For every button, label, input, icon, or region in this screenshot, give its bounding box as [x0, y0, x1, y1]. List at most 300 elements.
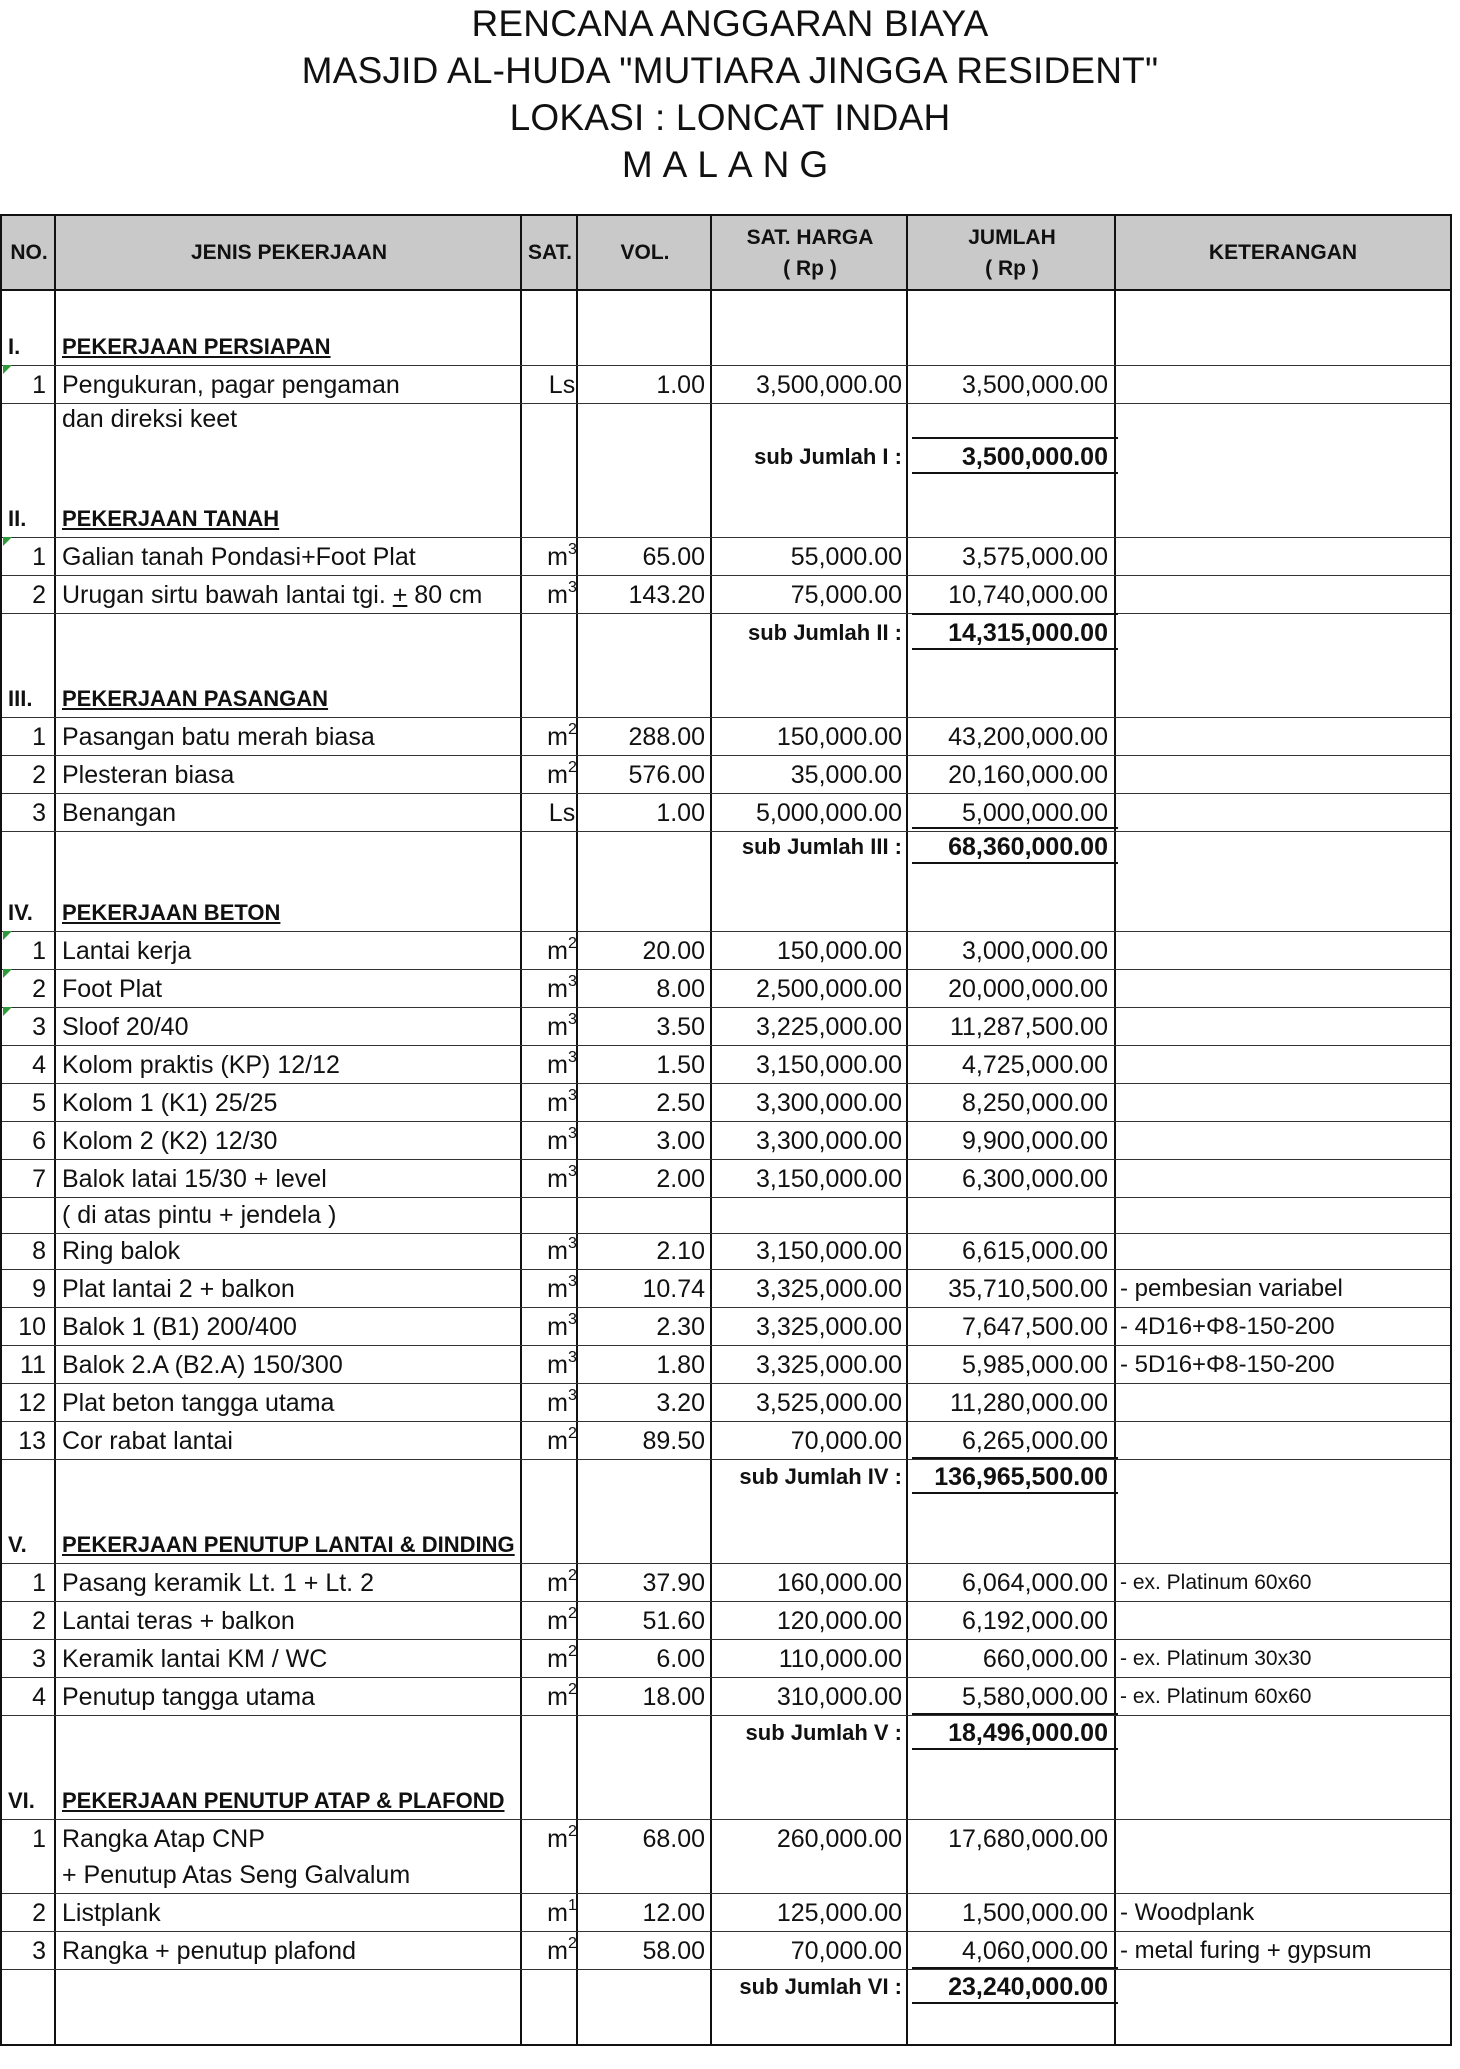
unit-base: m: [547, 581, 568, 609]
subtotal-row: [2, 613, 1450, 651]
document-title: [0, 0, 1460, 188]
subtotal-label: sub Jumlah VI :: [739, 1974, 902, 1999]
item-unit-price: 125,000.00: [776, 1899, 902, 1927]
item-unit: [530, 1045, 594, 1083]
item-description: Rangka Atap CNP: [62, 1825, 265, 1853]
item-description: Cor rabat lantai: [62, 1427, 233, 1455]
item-number: 1: [32, 1569, 46, 1597]
header-jumlah-unit: ( Rp ): [985, 256, 1039, 280]
item-amount: 8,250,000.00: [962, 1089, 1108, 1117]
item-number: 2: [32, 581, 46, 609]
unit-exponent: 2: [567, 1642, 577, 1660]
subtotal-row: [2, 1457, 1450, 1495]
item-description-continued: ( di atas pintu + jendela ): [62, 1201, 337, 1229]
item-description: Plat lantai 2 + balkon: [62, 1275, 295, 1303]
item-number: 2: [32, 761, 46, 789]
header-jumlah-label: JUMLAH: [968, 225, 1056, 249]
item-amount: 3,000,000.00: [962, 937, 1108, 965]
item-number: 1: [32, 543, 46, 571]
unit-exponent: 2: [567, 758, 577, 776]
item-volume: 12.00: [642, 1899, 705, 1927]
item-unit: [530, 1893, 594, 1931]
item-remark: - ex. Platinum 60x60: [1120, 1685, 1312, 1708]
item-volume: 576.00: [628, 761, 705, 789]
unit-base: m: [547, 1937, 568, 1965]
item-number: 2: [32, 1607, 46, 1635]
item-number: 1: [32, 371, 46, 399]
item-volume: 2.30: [656, 1313, 705, 1341]
item-volume: 3.20: [656, 1389, 705, 1417]
section-title: PEKERJAAN PENUTUP ATAP & PLAFOND: [62, 1788, 505, 1813]
item-unit-price: 3,150,000.00: [756, 1237, 902, 1265]
unit-base: m: [547, 1089, 568, 1117]
table-row: [2, 931, 1450, 970]
table-row: [2, 575, 1450, 614]
table-row-continuation: [2, 1195, 1450, 1234]
subtotal-amount: 23,240,000.00: [948, 1973, 1108, 2001]
table-row: [2, 1819, 1450, 1857]
subtotal-amount: 14,315,000.00: [948, 619, 1108, 647]
item-unit: [530, 1601, 594, 1639]
table-row: [2, 1563, 1450, 1602]
plus-minus-symbol: +: [392, 581, 408, 609]
item-volume: 10.74: [642, 1275, 705, 1303]
item-description: Penutup tangga utama: [62, 1683, 315, 1711]
section-number: III.: [8, 686, 33, 711]
item-volume: 2.00: [656, 1165, 705, 1193]
subtotal-row: [2, 1713, 1450, 1751]
item-unit: [530, 1269, 594, 1307]
item-number: 1: [32, 937, 46, 965]
item-amount: 35,710,500.00: [948, 1275, 1108, 1303]
item-remark: - ex. Platinum 60x60: [1120, 1571, 1312, 1594]
item-amount: 17,680,000.00: [948, 1825, 1108, 1853]
unit-exponent: 2: [567, 1566, 577, 1584]
item-number: 2: [32, 1899, 46, 1927]
unit-exponent: 3: [567, 540, 577, 558]
item-unit: Ls: [548, 799, 576, 827]
item-unit: [530, 1345, 594, 1383]
item-unit-price: 110,000.00: [778, 1645, 902, 1673]
unit-exponent: 3: [567, 1124, 577, 1142]
item-unit: [530, 1231, 594, 1269]
header-sat-harga: [712, 216, 908, 289]
item-unit-price: 310,000.00: [776, 1683, 902, 1711]
item-amount: 6,300,000.00: [962, 1165, 1108, 1193]
subtotal-label: sub Jumlah II :: [747, 620, 902, 645]
item-description: Keramik lantai KM / WC: [62, 1645, 328, 1673]
item-volume: 58.00: [642, 1937, 705, 1965]
item-number: 5: [32, 1089, 46, 1117]
section-header-row: [2, 327, 1450, 366]
item-unit: [530, 1931, 594, 1969]
item-number: 3: [32, 1645, 46, 1673]
unit-base: m: [547, 1427, 568, 1455]
item-description-continued: dan direksi keet: [62, 405, 238, 433]
unit-base: m: [547, 1569, 568, 1597]
unit-exponent: 2: [567, 1604, 577, 1622]
item-unit-price: 3,325,000.00: [756, 1275, 902, 1303]
item-volume: 1.00: [656, 799, 705, 827]
item-amount: 11,287,500.00: [949, 1013, 1108, 1041]
item-remark: - ex. Platinum 30x30: [1120, 1647, 1312, 1670]
item-unit: Ls: [548, 371, 576, 399]
item-unit-price: 75,000.00: [790, 581, 902, 609]
item-unit-price: 70,000.00: [790, 1427, 902, 1455]
unit-base: m: [547, 1825, 568, 1853]
section-header-row: [2, 893, 1450, 932]
item-volume: 20.00: [642, 937, 705, 965]
unit-base: m: [547, 1237, 568, 1265]
item-amount: 20,160,000.00: [948, 761, 1108, 789]
table-row-continuation: [2, 1855, 1450, 1894]
item-amount: 5,985,000.00: [962, 1351, 1108, 1379]
item-description: Balok 1 (B1) 200/400: [62, 1313, 297, 1341]
unit-exponent: 3: [567, 1234, 577, 1252]
item-unit: [530, 717, 594, 755]
item-unit: [530, 969, 594, 1007]
item-amount: 20,000,000.00: [948, 975, 1108, 1003]
unit-exponent: 2: [567, 934, 577, 952]
item-amount: 660,000.00: [982, 1645, 1108, 1673]
section-header-row: [2, 1781, 1450, 1820]
item-description-part: Urugan sirtu bawah lantai tgi.: [62, 581, 393, 609]
item-volume: 2.10: [656, 1237, 705, 1265]
unit-exponent: 2: [567, 1680, 577, 1698]
unit-base: m: [547, 937, 568, 965]
item-unit: [530, 1083, 594, 1121]
item-description: Foot Plat: [62, 975, 163, 1003]
item-volume: 6.00: [656, 1645, 705, 1673]
table-body: [2, 289, 1450, 2044]
unit-exponent: 3: [567, 972, 577, 990]
unit-exponent: 3: [567, 1272, 577, 1290]
unit-base: m: [547, 1165, 568, 1193]
unit-base: m: [547, 1683, 568, 1711]
item-number: 2: [32, 975, 46, 1003]
item-remark: - pembesian variabel: [1120, 1275, 1343, 1302]
item-unit-price: 3,325,000.00: [756, 1313, 902, 1341]
item-description: [62, 575, 482, 613]
unit-exponent: 3: [567, 1162, 577, 1180]
section-header-row: [2, 1525, 1450, 1564]
subtotal-label: sub Jumlah IV :: [739, 1464, 902, 1489]
item-volume: 8.00: [656, 975, 705, 1003]
section-number: V.: [8, 1532, 27, 1557]
unit-exponent: 3: [567, 1310, 577, 1328]
item-unit-price: 3,325,000.00: [756, 1351, 902, 1379]
unit-exponent: 2: [567, 1822, 577, 1840]
item-amount: 5,580,000.00: [962, 1683, 1108, 1711]
item-description: Galian tanah Pondasi+Foot Plat: [62, 543, 416, 571]
table-row: [2, 755, 1450, 794]
section-title: PEKERJAAN PERSIAPAN: [62, 334, 331, 359]
item-number: 3: [32, 1013, 46, 1041]
item-volume: 1.00: [656, 371, 705, 399]
unit-exponent: 3: [567, 1348, 577, 1366]
section-header-row: [2, 679, 1450, 718]
item-volume: 288.00: [628, 723, 705, 751]
header-keterangan: KETERANGAN: [1208, 241, 1358, 264]
item-description: Rangka + penutup plafond: [62, 1937, 356, 1965]
item-volume: 1.50: [656, 1051, 705, 1079]
table-row: [2, 1345, 1450, 1384]
item-unit: [530, 1677, 594, 1715]
item-amount: 43,200,000.00: [948, 723, 1108, 751]
item-unit-price: 35,000.00: [790, 761, 902, 789]
item-description: Plesteran biasa: [62, 761, 235, 789]
item-number: 7: [32, 1165, 46, 1193]
budget-table: [0, 214, 1452, 2046]
item-unit: [530, 755, 594, 793]
item-volume: 65.00: [642, 543, 705, 571]
item-amount: 3,500,000.00: [962, 371, 1108, 399]
item-number: 1: [32, 723, 46, 751]
header-sat: SAT.: [528, 241, 572, 264]
item-volume: 89.50: [642, 1427, 705, 1455]
item-description: Pengukuran, pagar pengaman: [62, 371, 400, 399]
item-number: 11: [20, 1351, 46, 1379]
item-number: 8: [32, 1237, 46, 1265]
item-unit-price: 260,000.00: [776, 1825, 902, 1853]
table-row: [2, 1383, 1450, 1422]
item-amount: 4,725,000.00: [962, 1051, 1108, 1079]
item-description: Ring balok: [62, 1237, 181, 1265]
unit-exponent: 2: [567, 720, 577, 738]
unit-base: m: [547, 1013, 568, 1041]
item-number: 4: [32, 1051, 46, 1079]
item-unit-price: 5,000,000.00: [756, 799, 902, 827]
item-remark: - metal furing + gypsum: [1120, 1937, 1372, 1964]
item-unit: [530, 575, 594, 613]
item-unit: [530, 1383, 594, 1421]
item-description: Kolom praktis (KP) 12/12: [62, 1051, 340, 1079]
unit-exponent: 1: [567, 1896, 577, 1914]
unit-exponent: 3: [567, 1048, 577, 1066]
item-number: 9: [32, 1275, 46, 1303]
table-row: [2, 1931, 1450, 1970]
header-sat-harga-label: SAT. HARGA: [746, 225, 874, 249]
item-number: 4: [32, 1683, 46, 1711]
item-unit: [530, 1639, 594, 1677]
item-unit-price: 55,000.00: [790, 543, 902, 571]
item-unit-price: 3,300,000.00: [756, 1127, 902, 1155]
item-unit: [530, 1421, 594, 1459]
subtotal-amount: 18,496,000.00: [948, 1719, 1108, 1747]
item-description: Benangan: [62, 799, 177, 827]
item-number: 13: [18, 1427, 46, 1455]
subtotal-row: [2, 437, 1450, 475]
item-unit-price: 3,225,000.00: [756, 1013, 902, 1041]
item-unit-price: 150,000.00: [776, 723, 902, 751]
table-row: [2, 1601, 1450, 1640]
table-row: [2, 1231, 1450, 1270]
subtotal-amount: 3,500,000.00: [962, 443, 1108, 471]
item-remark: - Woodplank: [1120, 1899, 1255, 1926]
unit-exponent: 2: [567, 1934, 577, 1952]
item-description-part: 80 cm: [407, 581, 483, 609]
item-amount: 6,192,000.00: [962, 1607, 1108, 1635]
unit-base: m: [547, 543, 568, 571]
subtotal-amount: 68,360,000.00: [948, 833, 1108, 861]
unit-exponent: 3: [567, 1386, 577, 1404]
item-description: Pasangan batu merah biasa: [62, 723, 375, 751]
item-unit: [530, 1159, 594, 1197]
header-sat-harga-unit: ( Rp ): [783, 256, 837, 280]
item-amount: 4,060,000.00: [962, 1937, 1108, 1965]
item-volume: 143.20: [628, 581, 705, 609]
item-description: Lantai teras + balkon: [62, 1607, 295, 1635]
item-unit: [530, 1819, 594, 1857]
item-unit-price: 3,150,000.00: [756, 1051, 902, 1079]
item-amount: 3,575,000.00: [962, 543, 1108, 571]
unit-base: m: [547, 1899, 568, 1927]
title-line-2: MASJID AL-HUDA "MUTIARA JINGGA RESIDENT": [301, 50, 1159, 91]
item-amount: 7,647,500.00: [962, 1313, 1108, 1341]
item-unit: [530, 1121, 594, 1159]
table-row: [2, 1083, 1450, 1122]
item-unit-price: 3,525,000.00: [756, 1389, 902, 1417]
item-unit-price: 150,000.00: [776, 937, 902, 965]
table-row: [2, 1421, 1450, 1460]
item-number: 6: [32, 1127, 46, 1155]
section-title: PEKERJAAN TANAH: [62, 506, 280, 531]
title-line-3: LOKASI : LONCAT INDAH: [509, 97, 951, 138]
title-line-4: MALANG: [621, 144, 839, 185]
title-line-1: RENCANA ANGGARAN BIAYA: [471, 3, 989, 44]
item-description: Balok latai 15/30 + level: [62, 1165, 327, 1193]
item-amount: 9,900,000.00: [962, 1127, 1108, 1155]
item-description-continued: + Penutup Atas Seng Galvalum: [62, 1861, 411, 1889]
unit-base: m: [547, 723, 568, 751]
unit-base: m: [547, 1051, 568, 1079]
item-volume: 3.00: [656, 1127, 705, 1155]
item-description: Kolom 1 (K1) 25/25: [62, 1089, 278, 1117]
unit-exponent: 3: [567, 1010, 577, 1028]
subtotal-row: [2, 827, 1450, 865]
table-row: [2, 1045, 1450, 1084]
unit-base: m: [547, 761, 568, 789]
unit-base: m: [547, 1313, 568, 1341]
item-unit: [530, 1307, 594, 1345]
item-unit-price: 160,000.00: [776, 1569, 902, 1597]
section-title: PEKERJAAN PASANGAN: [62, 686, 329, 711]
table-row: [2, 1159, 1450, 1198]
table-row: [2, 537, 1450, 576]
item-description: Lantai kerja: [62, 937, 192, 965]
table-row: [2, 1007, 1450, 1046]
subtotal-label: sub Jumlah III :: [741, 834, 902, 859]
item-unit-price: 2,500,000.00: [756, 975, 902, 1003]
unit-base: m: [547, 1351, 568, 1379]
table-header: [2, 216, 1450, 291]
item-description: Balok 2.A (B2.A) 150/300: [62, 1351, 343, 1379]
section-number: I.: [8, 334, 21, 359]
item-number: 1: [32, 1825, 46, 1853]
item-number: 3: [32, 1937, 46, 1965]
subtotal-amount: 136,965,500.00: [934, 1463, 1108, 1491]
header-jumlah: [908, 216, 1116, 289]
item-unit: [530, 1563, 594, 1601]
item-unit-price: 3,150,000.00: [756, 1165, 902, 1193]
unit-exponent: 2: [567, 1424, 577, 1442]
subtotal-label: sub Jumlah V :: [745, 1720, 902, 1745]
item-unit-price: 120,000.00: [776, 1607, 902, 1635]
item-number: 12: [18, 1389, 46, 1417]
item-amount: 10,740,000.00: [948, 581, 1108, 609]
item-unit-price: 70,000.00: [790, 1937, 902, 1965]
header-vol: VOL.: [620, 241, 670, 264]
item-volume: 3.50: [656, 1013, 705, 1041]
table-row: [2, 1307, 1450, 1346]
item-unit-price: 3,500,000.00: [756, 371, 902, 399]
item-number: 10: [18, 1313, 46, 1341]
section-header-row: [2, 499, 1450, 538]
header-no: NO.: [10, 241, 48, 264]
unit-base: m: [547, 975, 568, 1003]
table-row: [2, 1893, 1450, 1932]
unit-exponent: 3: [567, 578, 577, 596]
section-title: PEKERJAAN BETON: [62, 900, 281, 925]
section-number: IV.: [8, 900, 33, 925]
item-volume: 68.00: [642, 1825, 705, 1853]
item-description: Pasang keramik Lt. 1 + Lt. 2: [62, 1569, 374, 1597]
subtotal-row: [2, 1967, 1450, 2005]
item-description: Plat beton tangga utama: [62, 1389, 335, 1417]
table-row: [2, 1677, 1450, 1716]
item-description: Kolom 2 (K2) 12/30: [62, 1127, 278, 1155]
item-amount: 11,280,000.00: [949, 1389, 1108, 1417]
item-volume: 2.50: [656, 1089, 705, 1117]
section-number: VI.: [8, 1788, 35, 1813]
unit-base: m: [547, 1275, 568, 1303]
item-remark: - 5D16+Φ8-150-200: [1120, 1351, 1335, 1378]
section-title: PEKERJAAN PENUTUP LANTAI & DINDING: [62, 1532, 515, 1557]
item-description: Listplank: [62, 1899, 161, 1927]
item-amount: 5,000,000.00: [962, 799, 1108, 827]
unit-base: m: [547, 1127, 568, 1155]
table-row: [2, 717, 1450, 756]
item-description: Sloof 20/40: [62, 1013, 189, 1041]
item-remark: - 4D16+Φ8-150-200: [1120, 1313, 1335, 1340]
item-unit: [530, 931, 594, 969]
section-number: II.: [8, 506, 27, 531]
item-amount: 6,615,000.00: [962, 1237, 1108, 1265]
item-amount: 1,500,000.00: [962, 1899, 1108, 1927]
unit-base: m: [547, 1645, 568, 1673]
item-unit: [530, 537, 594, 575]
subtotal-label: sub Jumlah I :: [754, 444, 902, 469]
item-volume: 37.90: [642, 1569, 705, 1597]
table-row-continuation: [2, 399, 1450, 437]
table-row: [2, 1639, 1450, 1678]
item-amount: 6,064,000.00: [962, 1569, 1108, 1597]
table-row: [2, 1121, 1450, 1160]
item-volume: 1.80: [656, 1351, 705, 1379]
unit-base: m: [547, 1389, 568, 1417]
item-volume: 18.00: [642, 1683, 705, 1711]
unit-base: m: [547, 1607, 568, 1635]
unit-exponent: 3: [567, 1086, 577, 1104]
item-amount: 6,265,000.00: [962, 1427, 1108, 1455]
header-jenis: JENIS PEKERJAAN: [190, 241, 388, 264]
item-unit-price: 3,300,000.00: [756, 1089, 902, 1117]
item-unit: [530, 1007, 594, 1045]
item-number: 3: [32, 799, 46, 827]
item-volume: 51.60: [642, 1607, 705, 1635]
table-row: [2, 1269, 1450, 1308]
table-row: [2, 969, 1450, 1008]
